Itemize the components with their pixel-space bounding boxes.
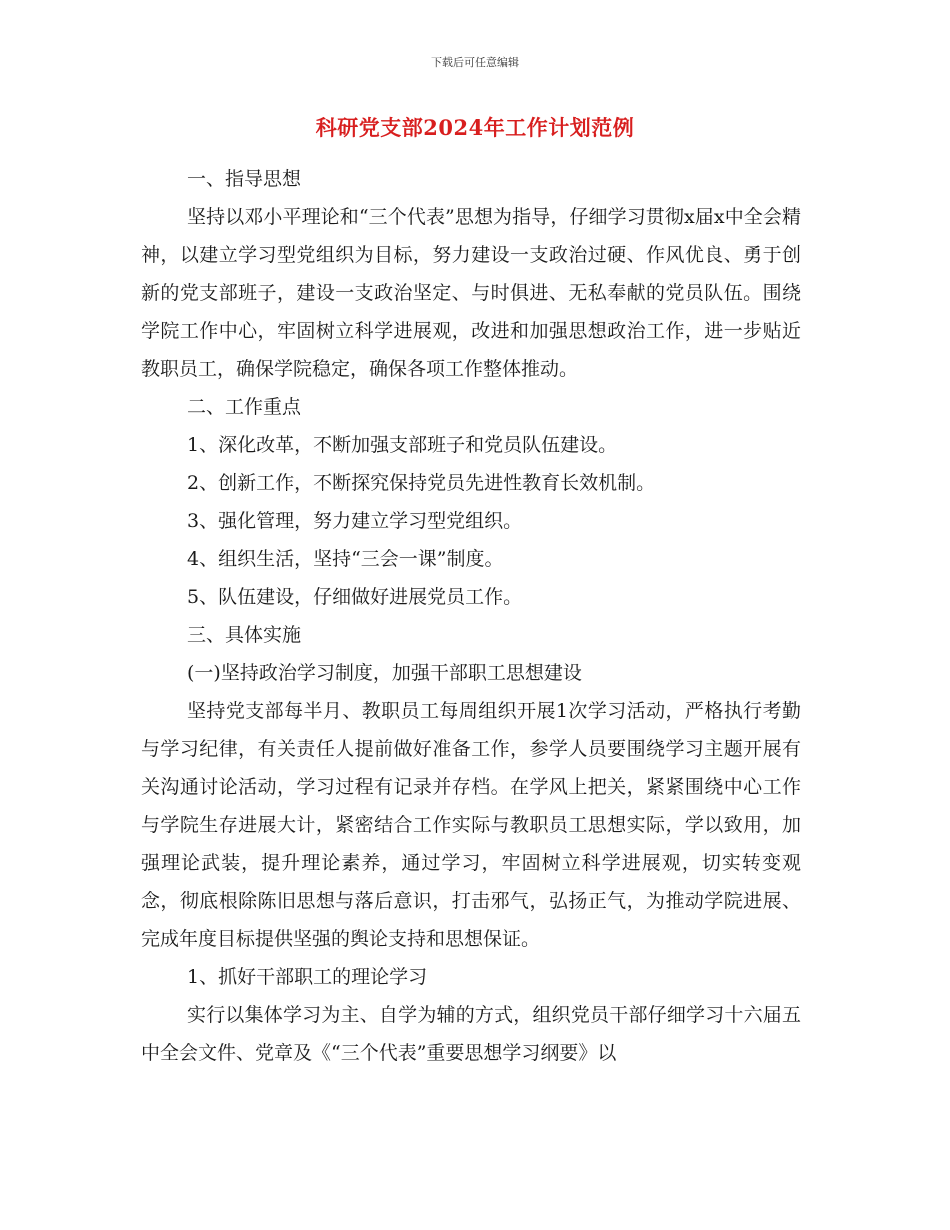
document-title: 科研党支部2024年工作计划范例: [315, 115, 635, 140]
list-item: 2、创新工作，不断探究保持党员先进性教育长效机制。: [187, 472, 656, 494]
document-body: [141, 160, 801, 1072]
paragraph-guiding-ideology: 坚持以邓小平理论和“三个代表”思想为指导，仔细学习贯彻x届x中全会精神，以建立学习型党组织为目标，努力建设一支政治过硬、作风优良、勇于创新的党支部班子，建设一支政治坚定、与时俱进、无私奉献的党员队伍。围绕学院工作中心，牢固树立科学进展观，改进和加强思想政治工作，进一步贴近教职员工，确保学院稳定，确保各项工作整体推动。: [141, 206, 801, 380]
subsection-heading: 1、抓好干部职工的理论学习: [187, 966, 428, 988]
section-heading-guiding-ideology: 一、指导思想: [187, 168, 302, 190]
list-item: 3、强化管理，努力建立学习型党组织。: [187, 510, 523, 532]
list-item: 5、队伍建设，仔细做好进展党员工作。: [187, 586, 523, 608]
paragraph-theory-study: 实行以集体学习为主、自学为辅的方式，组织党员干部仔细学习十六届五中全会文件、党章及《“三个代表”重要思想学习纲要》以: [141, 1004, 801, 1064]
subsection-heading: (一)坚持政治学习制度，加强干部职工思想建设: [187, 662, 582, 684]
header-note: 下载后可任意编辑: [431, 56, 519, 69]
paragraph-study-system: 坚持党支部每半月、教职员工每周组织开展1次学习活动，严格执行考勤与学习纪律，有关责任人提前做好准备工作，参学人员要围绕学习主题开展有关沟通讨论活动，学习过程有记录并存档。在学风上把关，紧紧围绕中心工作与学院生存进展大计，紧密结合工作实际与教职员工思想实际，学以致用，加强理论武装，提升理论素养，通过学习，牢固树立科学进展观，切实转变观念，彻底根除陈旧思想与落后意识，打击邪气，弘扬正气，为推动学院进展、完成年度目标提供坚强的舆论支持和思想保证。: [141, 700, 801, 950]
list-item: 1、深化改革，不断加强支部班子和党员队伍建设。: [187, 434, 618, 456]
section-heading-implementation: 三、具体实施: [187, 624, 302, 646]
section-heading-work-focus: 二、工作重点: [187, 396, 302, 418]
list-item: 4、组织生活，坚持“三会一课”制度。: [187, 548, 504, 570]
